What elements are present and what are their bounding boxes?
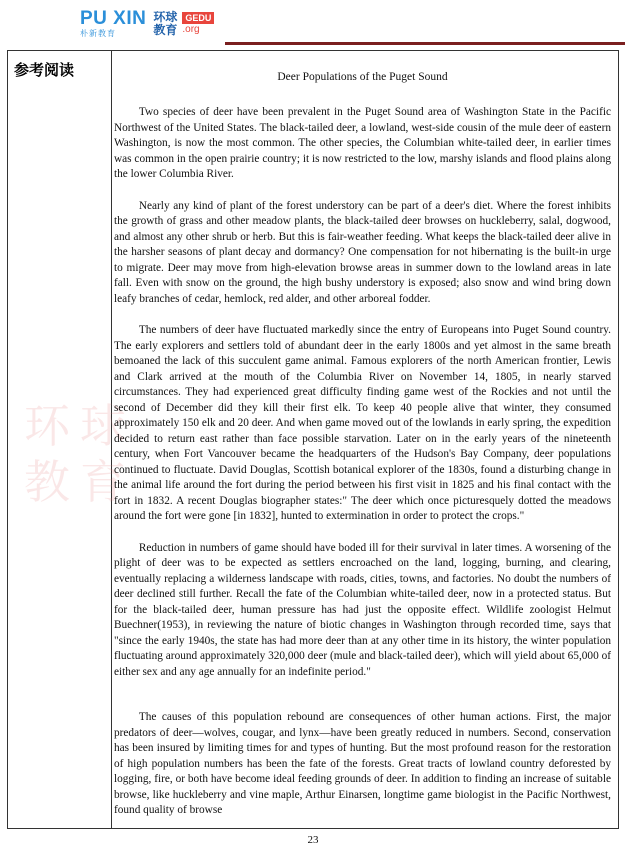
article-paragraph: The numbers of deer have fluctuated markedly since the entry of Europeans into Puget Sound country. The early explorers and settlers told of abundant deer in the early 1800s and yet almost in the same breath bemoaned the lack of this succulent game animal. Famous explorers of the north American frontier, Lewis and Clark arrived at the mouth of the Columbia River on November 14, 1805, in nearly starved circumstances. They had experienced great difficulty finding game west of the Rockies and not until the second of December did they kill their first elk. To keep 40 people alive that winter, they consumed approximately 150 elk and 20 deer. And when game moved out of the lowlands in early spring, the expedition decided to return east rather than face possible starvation. Later on in the early years of the nineteenth century, when Fort Vancouver became the headquarters of the Hudson's Bay Company, deer populations continued to fluctuate. David Douglas, Scottish botanical explorer of the 1830s, found a disturbing change in the animal life around the fort during the period between his first visit in 1825 and his final contact with the fort in 1832. A recent Douglas biographer states:" The deer which once picturesquely dotted the meadows around the fort were gone [in 1832], hunted to extermination in order to protect the crops." (114, 324, 611, 522)
page-header (0, 0, 626, 50)
article-paragraph: Nearly any kind of plant of the forest understory can be part of a deer's diet. Where the forest inhibits the growth of grass and other meadow plants, the black-tailed deer browses on huckleberry, salal, dogwood, and almost any other shrub or herb. But this is fair-weather feeding. What keeps the black-tailed deer alive in the harsher seasons of plant decay and dormancy? One compensation for not hibernating is the built-in urge to migrate. Deer may move from high-elevation browse areas in summer down to the lowland areas in late fall. Even with snow on the ground, the high bushy understory is exposed; also snow and wind bring down leafy branches of cedar, hemlock, red alder, and other arboreal fodder. (114, 199, 611, 305)
logo-main-subtext: 朴新教育 (80, 29, 116, 38)
article-paragraph: Two species of deer have been prevalent in the Puget Sound area of Washington State in the Pacific Northwest of the United States. The black-tailed deer, a lowland, west-side cousin of the mule deer of eastern Washington, is now the most common. The other species, the Columbian white-tailed deer, in earlier times was common in the open prairie country; it is now restricted to the low, marshy islands and flood plains along the lower Columbia River. (114, 106, 611, 180)
article (114, 57, 611, 835)
logo-gedu-badge (182, 12, 214, 36)
header-rule (225, 42, 625, 45)
logo-main-text: PU XIN (80, 8, 147, 29)
article-paragraph: Reduction in numbers of game should have boded ill for their survival in later times. A worsening of the plight of deer was to be expected as settlers encroached on the land, logging, burning, and clearing, eventually replacing a wilderness landscape with roads, cities, towns, and factories. No doubt the numbers of deer declined still further. Recall the fate of the Columbian white-tailed deer, now in a protected status. But for the black-tailed deer, human pressure has had just the opposite effect. Wildlife zoologist Helmut Buechner(1953), in reviewing the nature of biotic changes in Washington through recorded time, says that "since the early 1940s, the state has had more deer than at any other time in its history, the winter population fluctuating around approximately 320,000 deer (mule and black-tailed deer), which will yield about 65,000 of either sex and any age annually for an indefinite period." (114, 541, 611, 678)
logo-domain-text: .org (182, 24, 200, 35)
page-number: 23 (307, 834, 319, 846)
brand-logo (80, 10, 214, 38)
column-divider (111, 51, 112, 828)
article-title: Deer Populations of the Puget Sound (277, 71, 448, 83)
section-label: 参考阅读 (14, 61, 75, 79)
logo-gedu-text: GEDU (182, 12, 214, 24)
watermark: 环球教育 (24, 399, 136, 509)
logo-gedu-cn: 环球教育 (153, 10, 178, 37)
logo-puxin (80, 10, 146, 38)
article-paragraph: The causes of this population rebound are consequences of other human actions. First, the major predators of deer—wolves, cougar, and lynx—have been greatly reduced in numbers. Second, conservation has been insured by limiting times for and types of hunting. But the most profound reason for the restoration of high population numbers has been the fate of the forests. Great tracts of lowland country deforested by logging, fire, or both have become ideal feeding grounds of deer. In addition to finding an increase of suitable browse, like huckleberry and vine maple, Arthur Einarsen, longtime game biologist in the Pacific Northwest, found quality of browse (114, 711, 611, 816)
